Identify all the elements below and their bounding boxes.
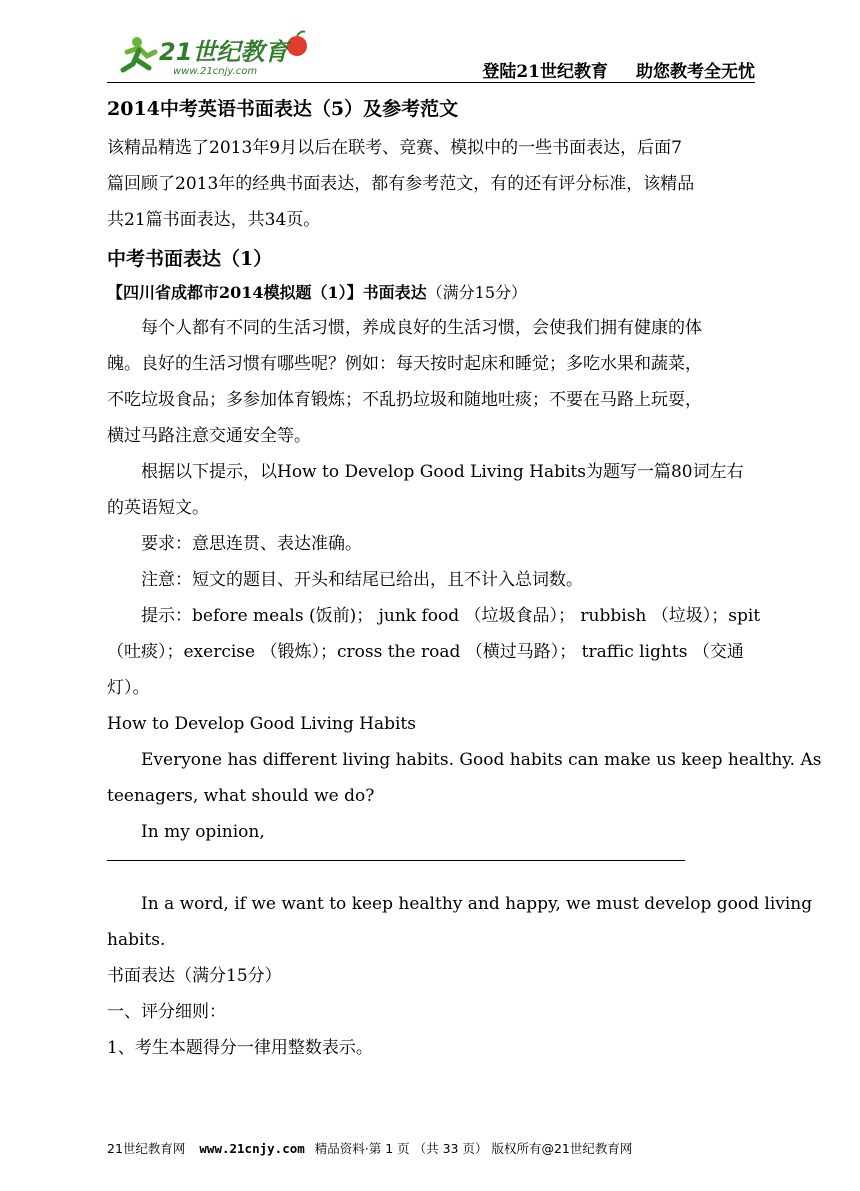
intro-line: 该精品精选了2013年9月以后在联考、竞赛、模拟中的一些书面表达，后面7	[107, 138, 682, 158]
essay-lead: In my opinion,	[141, 822, 265, 842]
footer-page-info: 精品资料·第 1 页 （共 33 页） 版权所有@21世纪教育网	[314, 1141, 633, 1156]
svg-text:21世纪教育: 21世纪教育	[159, 38, 289, 66]
header-slogan	[454, 57, 755, 82]
question-source	[107, 278, 755, 308]
prompt-paragraph	[107, 310, 755, 454]
slogan-right: 助您教考全无忧	[636, 62, 755, 82]
header-divider	[107, 82, 755, 83]
hint-line: 灯）。	[107, 678, 150, 698]
intro-paragraph	[107, 130, 755, 238]
note-line: 注意：短文的题目、开头和结尾已给出，且不计入总词数。	[141, 570, 583, 590]
footer-site: 21世纪教育网	[107, 1141, 186, 1156]
intro-line: 共21篇书面表达，共34页。	[107, 210, 321, 230]
essay-opening-line: Everyone has different living habits. Good habits can make us keep healthy. As	[141, 750, 822, 770]
prompt-line: 魄。良好的生活习惯有哪些呢？例如：每天按时起床和睡觉；多吃水果和蔬菜，	[107, 354, 702, 374]
intro-line: 篇回顾了2013年的经典书面表达，都有参考范文，有的还有评分标准，该精品	[107, 174, 695, 194]
task-line: 的英语短文。	[107, 498, 209, 518]
scoring-heading: 书面表达（满分15分）	[107, 966, 282, 986]
essay-opening-line: teenagers, what should we do?	[107, 786, 375, 806]
section-title: 中考书面表达（1）	[107, 248, 273, 270]
task-line: 根据以下提示，以How to Develop Good Living Habits为题写一篇80词左右	[141, 462, 744, 482]
page-footer	[107, 1139, 755, 1157]
hint-line: （吐痰）；exercise （锻炼）；cross the road （横过马路）； traffic lights （交通	[107, 642, 744, 662]
requirement-line: 要求：意思连贯、表达准确。	[141, 534, 362, 554]
footer-url: www.21cnjy.com	[199, 1141, 305, 1156]
hint-line: 提示：before meals (饭前)； junk food （垃圾食品）； rubbish （垃圾）；spit	[141, 606, 761, 626]
scoring-subheading: 一、评分细则：	[107, 1002, 226, 1022]
source-label: 【四川省成都市2014模拟题（1）】书面表达	[107, 283, 427, 302]
prompt-line: 横过马路注意交通安全等。	[107, 426, 311, 446]
page-header	[107, 30, 755, 82]
essay-closing-line: habits.	[107, 930, 166, 950]
svg-text:www.21cnjy.com: www.21cnjy.com	[173, 66, 258, 77]
source-score: （满分15分）	[426, 283, 528, 302]
prompt-line: 每个人都有不同的生活习惯，养成良好的生活习惯，会使我们拥有健康的体	[141, 318, 702, 338]
prompt-line: 不吃垃圾食品；多参加体育锻炼；不乱扔垃圾和随地吐痰；不要在马路上玩耍，	[107, 390, 702, 410]
scoring-item: 1、考生本题得分一律用整数表示。	[107, 1038, 373, 1058]
answer-blank-line	[107, 850, 755, 886]
essay-title: How to Develop Good Living Habits	[107, 714, 416, 734]
document-title: 2014中考英语书面表达（5）及参考范文	[107, 98, 459, 120]
hints-paragraph	[107, 598, 761, 706]
essay-closing-line: In a word, if we want to keep healthy and happy, we must develop good living	[141, 894, 813, 914]
main-content	[107, 94, 822, 1066]
site-logo	[115, 30, 315, 80]
slogan-left: 登陆21世纪教育	[482, 62, 608, 82]
task-paragraph	[107, 454, 755, 526]
